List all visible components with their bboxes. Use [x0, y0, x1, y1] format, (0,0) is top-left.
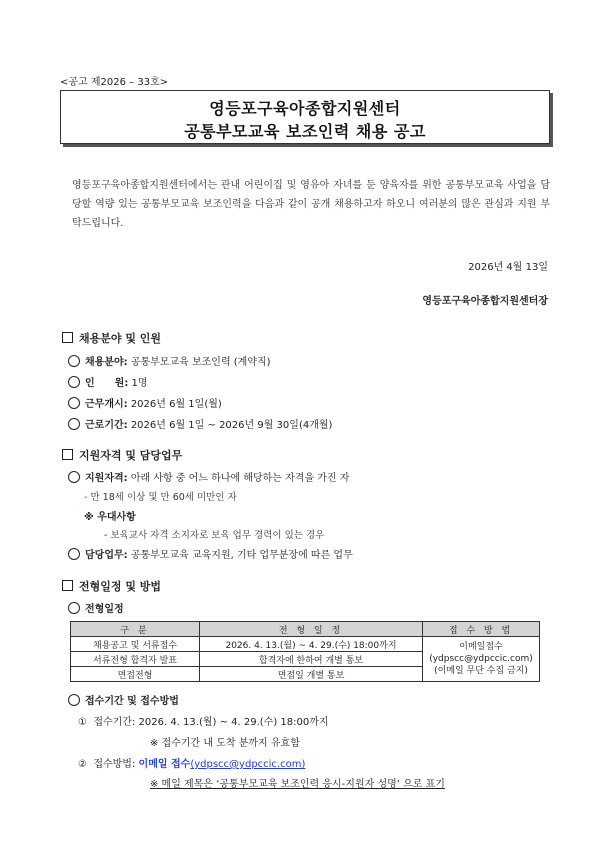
table-cell: 2026. 4. 13.(월) ~ 4. 29.(수) 18:00까지: [200, 637, 423, 652]
method-line: [78, 755, 305, 770]
period-note: ※ 접수기간 내 도착 분까지 유효함: [150, 738, 300, 749]
table-cell: 합격자에 한하여 개별 통보: [200, 652, 423, 667]
number-one-marker: ①: [78, 717, 87, 728]
period-heading: [68, 692, 179, 707]
item-start: [68, 395, 222, 410]
item-field: [68, 353, 271, 368]
item-label: 인 원:: [85, 378, 129, 389]
circle-bullet-icon: [68, 471, 80, 483]
circle-bullet-icon: [68, 355, 80, 367]
table-cell: 면접전형: [71, 667, 200, 682]
table-header: 접 수 방 법: [423, 622, 540, 637]
table-row: [71, 637, 540, 652]
notice-date: 2026년 4월 13일: [468, 262, 548, 273]
table-header: 구 분: [71, 622, 200, 637]
table-cell: 서류전형 합격자 발표: [71, 652, 200, 667]
qualification-sub: [84, 489, 237, 503]
notice-number: <공고 제2026 – 33호>: [60, 77, 169, 88]
circle-bullet-icon: [68, 694, 80, 706]
item-value: 공통부모교육 교육지원, 기타 업무분장에 따른 업무: [127, 550, 353, 561]
contact-note: (이메일 무단 수집 금지): [434, 666, 528, 676]
square-bullet-icon: [62, 332, 73, 343]
method-prefix: 접수방법:: [93, 759, 139, 770]
section-heading-recruitment: [62, 330, 161, 346]
table-header: 전 형 일 정: [200, 622, 423, 637]
item-label: 근로기간:: [85, 420, 128, 431]
signer: 영등포구육아종합지원센터장: [422, 296, 548, 307]
item-value: 2026년 6월 1일 ~ 2026년 9월 30일(4개월): [127, 420, 333, 431]
item-label: 채용분야:: [85, 357, 128, 368]
period-text: 접수기간: 2026. 4. 13.(월) ~ 4. 29.(수) 18:00까지: [93, 717, 329, 728]
table-cell: 채용공고 및 서류접수: [71, 637, 200, 652]
square-bullet-icon: [62, 449, 73, 460]
item-label: 담당업무:: [85, 550, 128, 561]
section-heading-qualification: [62, 447, 182, 463]
item-qualification: [68, 469, 349, 484]
dash-marker: -: [84, 492, 88, 503]
preference-label: ※ 우대사항: [84, 512, 136, 523]
item-label: 지원자격:: [85, 473, 128, 484]
intro-paragraph: 영등포구육아종합지원센터에서는 관내 어린이집 및 영유아 자녀를 둔 양육자를 위한 공통부모교육 사업을 담당할 역량 있는 공통부모교육 보조인력을 다음과 같이 공개 채용하고자 하오니 여러분의 많은 관심과 지원 부탁드립니다.: [72, 180, 550, 229]
contact-line: 이메일접수: [459, 642, 503, 652]
number-two-marker: ②: [78, 759, 87, 770]
contact-email: (ydpscc@ydpccic.com): [429, 654, 533, 664]
item-value: 2026년 6월 1일(월): [127, 399, 222, 410]
period-heading-text: 접수기간 및 접수방법: [85, 696, 179, 707]
circle-bullet-icon: [68, 418, 80, 430]
item-value: 아래 사항 중 어느 하나에 해당하는 자격을 가진 자: [127, 473, 350, 484]
circle-bullet-icon: [68, 376, 80, 388]
item-label: 근무개시:: [85, 399, 128, 410]
section-heading-text: 채용분야 및 인원: [79, 332, 162, 345]
title-line-2: 공통부모교육 보조인력 채용 공고: [184, 122, 426, 141]
square-bullet-icon: [62, 580, 73, 591]
contact-cell: [423, 637, 540, 682]
table-header-row: [71, 622, 540, 637]
period-line: [78, 713, 329, 728]
section-heading-text: 전형일정 및 방법: [79, 580, 162, 593]
title-box: [60, 90, 550, 144]
item-duty: [68, 546, 353, 561]
circle-bullet-icon: [68, 548, 80, 560]
circle-bullet-icon: [68, 602, 80, 614]
method-note: ※ 메일 제목은 ‘공통부모교육 보조인력 응시-지원자 성명’ 으로 표기: [150, 779, 445, 790]
email-link[interactable]: (ydpscc@ydpccic.com): [190, 759, 306, 770]
method-value: 이메일 접수: [138, 759, 191, 770]
item-value: 공통부모교육 보조인력 (계약직): [127, 357, 271, 368]
title-line-1: 영등포구육아종합지원센터: [209, 99, 401, 118]
schedule-label: [68, 600, 124, 615]
schedule-label-text: 전형일정: [85, 604, 124, 615]
item-headcount: [68, 374, 148, 389]
circle-bullet-icon: [68, 397, 80, 409]
table-cell: 면접일 개별 통보: [200, 667, 423, 682]
section-heading-schedule: [62, 578, 161, 594]
section-heading-text: 지원자격 및 담당업무: [79, 449, 183, 462]
item-value: 1명: [128, 378, 148, 389]
preference-sub: - 보육교사 자격 소지자로 보육 업무 경력이 있는 경우: [104, 530, 325, 541]
item-period: [68, 416, 332, 431]
qualification-sub-text: 만 18세 이상 및 만 60세 미만인 자: [90, 492, 237, 503]
schedule-table: [70, 621, 540, 682]
